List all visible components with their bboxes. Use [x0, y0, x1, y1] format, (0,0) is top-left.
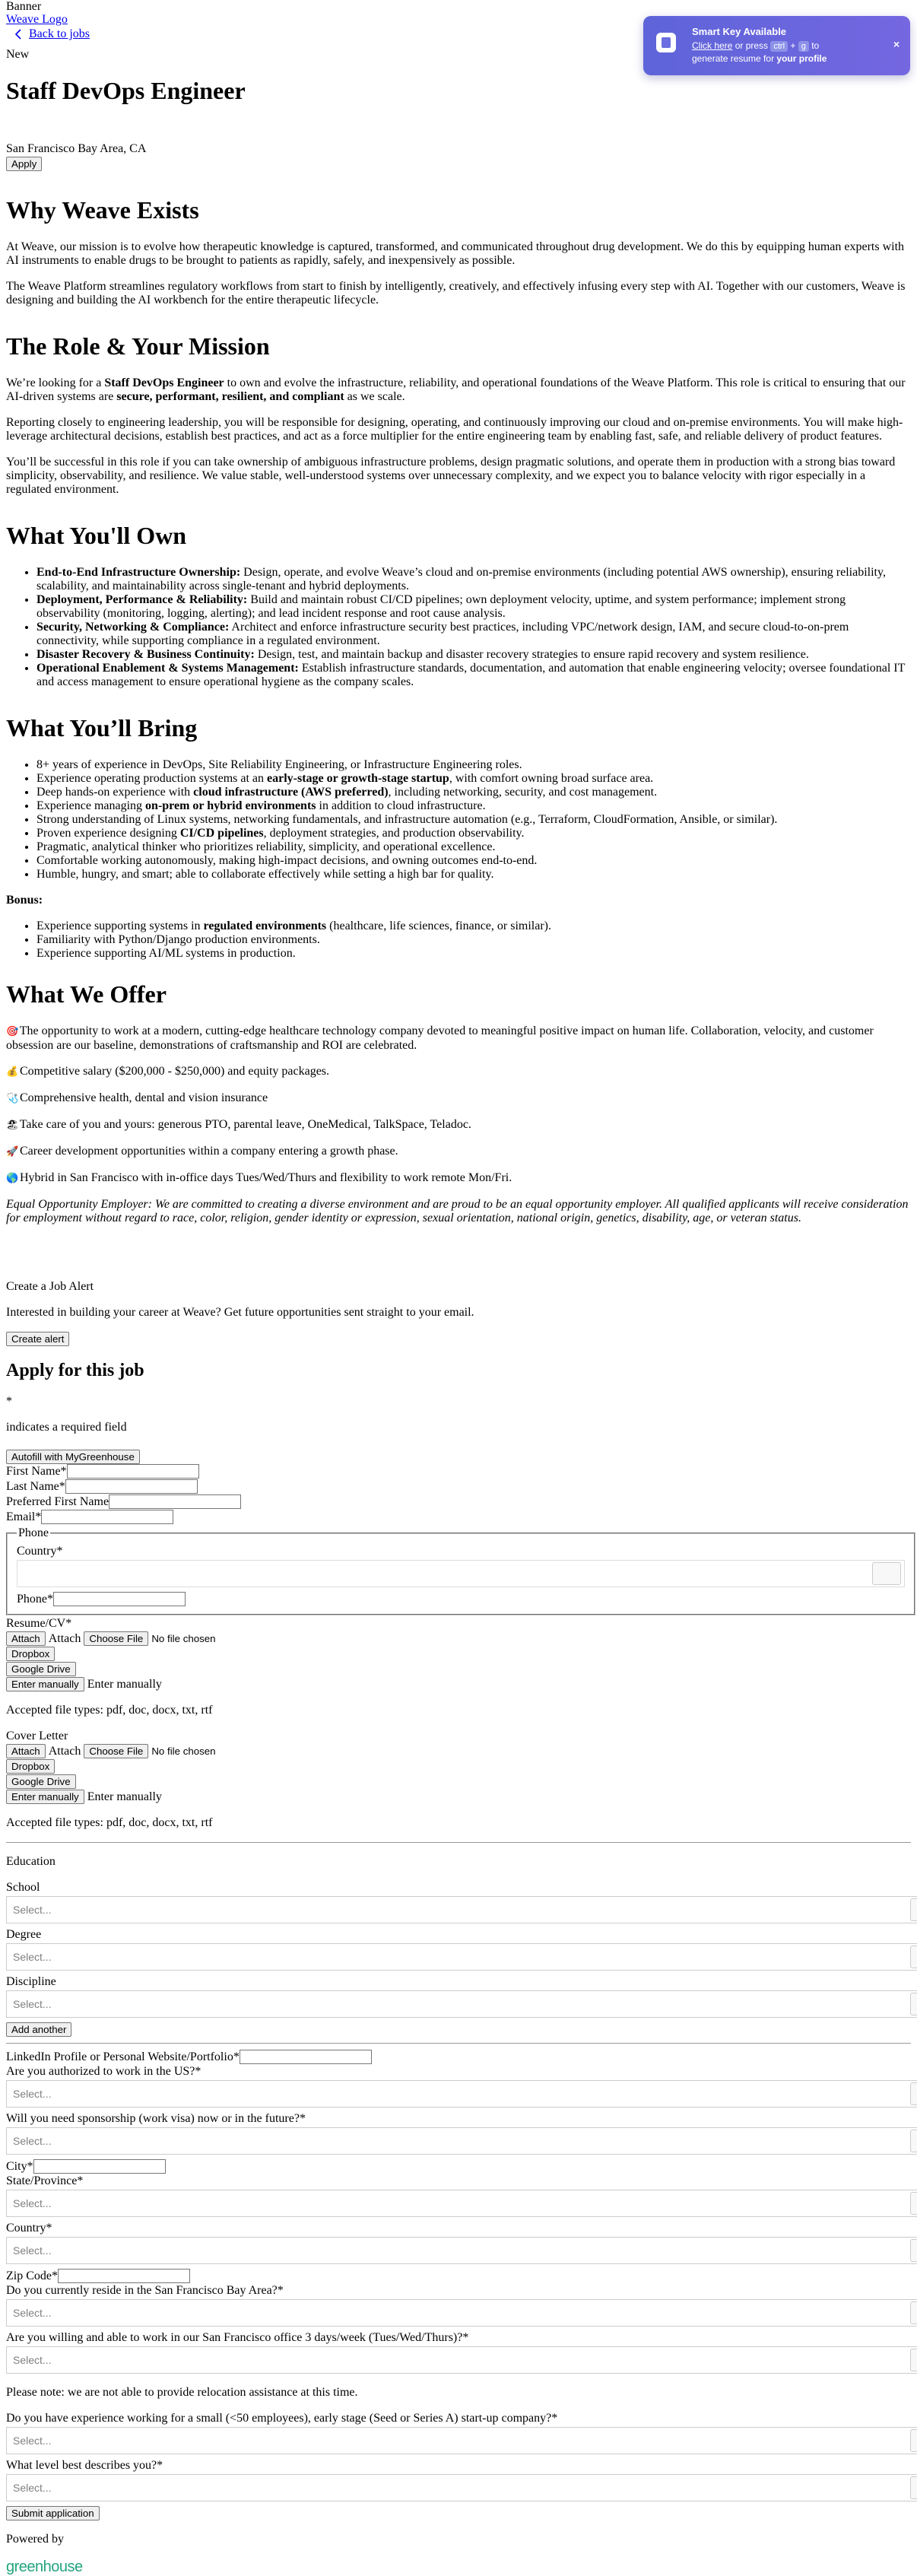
powered-by: Powered by: [6, 2533, 64, 2546]
cover-choose-file-button[interactable]: Choose File: [84, 1744, 148, 1758]
offer-item: 🌎 Hybrid in San Francisco with in-office days Tues/Wed/Thurs and flexibility to work remote Mon/Fri.: [6, 1171, 512, 1184]
role-heading: The Role & Your Mission: [6, 332, 270, 360]
list-item: • Experience supporting systems in regulated environments (healthcare, life sciences, finance, or similar).: [36, 920, 911, 933]
education-heading: Education: [6, 1855, 56, 1868]
office-label: Are you willing and able to work in our San Francisco office 3 days/week (Tues/Wed/Thurs)?*: [6, 2331, 469, 2344]
smart-key-toast: [643, 16, 910, 75]
discipline-select[interactable]: Select...: [6, 1990, 917, 2018]
list-item: • Experience operating production systems at an early-stage or growth-stage startup, with comfort owning broad surface area.: [36, 772, 911, 786]
rocket-icon: 🚀: [6, 1146, 19, 1158]
country-field-label: Country*: [6, 2222, 52, 2235]
authorized-select[interactable]: Select...: [6, 2080, 917, 2107]
click-here-link[interactable]: Click here: [692, 40, 733, 51]
role-paragraph-1: We’re looking for a Staff DevOps Engineer to own and evolve the infrastructure, reliability, and operational foundations of the Weave Platform. This role is critical to ensuring that our AI-driven systems are secure, performant, resilient, and compliant as we scale.: [6, 376, 906, 403]
list-item: • Experience supporting AI/ML systems in production.: [36, 947, 911, 961]
startup-select[interactable]: Select...: [6, 2427, 917, 2454]
bonus-list: [6, 920, 911, 961]
money-icon: 💰: [6, 1066, 19, 1078]
cover-attach-button[interactable]: Attach: [6, 1744, 46, 1758]
cover-accepted-types: Accepted file types: pdf, doc, docx, txt, rtf: [6, 1816, 213, 1829]
email-input[interactable]: [41, 1510, 173, 1524]
beach-icon: 🏖: [6, 1120, 19, 1131]
preferred-first-name-input[interactable]: [109, 1494, 241, 1509]
offer-item: 🎯 The opportunity to work at a modern, cutting-edge healthcare technology company devoted to meaningful positive impact on human life. Collaboration, velocity, and customer obsession are our baseline, demonstrations of craftsmanship and ROI are celebrated.: [6, 1024, 874, 1052]
back-to-jobs-label[interactable]: Back to jobs: [29, 27, 90, 40]
banner-image: Banner: [6, 0, 42, 13]
required-note: indicates a required field: [6, 1421, 127, 1434]
country-dropdown-toggle[interactable]: [872, 1562, 901, 1585]
state-label: State/Province*: [6, 2174, 84, 2187]
divider: [6, 2043, 911, 2044]
cover-dropbox-button[interactable]: Dropbox: [6, 1759, 55, 1774]
job-title: Staff DevOps Engineer: [6, 77, 246, 104]
dropdown-toggle[interactable]: [910, 1993, 917, 2015]
dropdown-toggle[interactable]: [910, 2239, 917, 2262]
cover-letter-label: Cover Letter: [6, 1730, 68, 1742]
toast-message: Click here or press ctrl + g to generate resume for your profile: [692, 40, 827, 64]
offer-item: 🚀 Career development opportunities within a company entering a growth phase.: [6, 1145, 398, 1158]
level-select[interactable]: Select...: [6, 2474, 917, 2501]
dropdown-toggle[interactable]: [910, 2349, 917, 2371]
new-badge: New: [6, 48, 30, 61]
level-label: What level best describes you?*: [6, 2459, 163, 2472]
school-select[interactable]: Select...: [6, 1896, 917, 1923]
phone-input[interactable]: [53, 1592, 186, 1606]
job-page: Banner Weave Logo Back to jobs New Staff DevOps Engineer San Francisco Bay Area, CA Apply Why Weave Exists At Weave, our mission is to evolve how therapeutic knowledge is captured, transformed, and communicated throughout drug development. We do this by equipping human experts with AI instruments to enable drugs to be brought to patients as rapidly, safely, and inexpensively as possible. The Weave Platform streamlines regulatory workflows from start to finish by intelligently, creatively, and effectively infusing every step with AI. Together with our customers, Weave is designing and building the AI workbench for the entire therapeutic lifecycle. The Role & Your Mission We’re looking for a Staff DevOps Engineer to own and evolve the infrastructure, reliability, and operational foundations of the Weave Platform. This role is critical to ensuring that our AI-driven systems are secure, performant, resilient, and compliant as we scale. Reporting closely to engineering leadership, you will be responsible for designing, operating, and continuously improving our cloud and on-premise environments. You will make high-leverage architectural decisions, establish best practices, and act as a force multiplier for the entire engineering team by enabling fast, safe, and reliable delivery of product features. You’ll be successful in this role if you can take ownership of ambiguous infrastructure problems, design pragmatic solutions, and operate them in production with a strong bias toward simplicity, observability, and resilience. We value stable, well-understood systems over unnecessary complexity, and we expect you to balance velocity with rigor especially in a regulated environment. What You'll Own • End-to-End Infrastructure Ownership: Design, operate, and evolve Weave’s cloud and on-premise environments (including potential AWS ownership), ensuring reliability, scalability, and maintainability across single-tenant and hybrid deployments. • Deployment, Performance & Reliability: Build and maintain robust CI/CD pipelines; own deployment velocity, uptime, and system performance; implement strong observability (monitoring, logging, alerting); and lead incident response and root cause analysis. • Security, Networking & Compliance: Architect and enforce infrastructure security best practices, including VPC/network design, IAM, and secure cloud-to-on-prem connectivity, while supporting compliance in a regulated environment. • Disaster Recovery & Business Continuity: Design, test, and maintain backup and disaster recovery strategies to ensure rapid recovery and system resilience. • Operational Enablement & Systems Management: Establish infrastructure standards, documentation, and automation that enable engineering velocity; oversee foundational IT and access management to ensure operational hygiene as the company scales. What You’ll Bring • 8+ years of experience in DevOps, Site Reliability Engineering, or Infrastructure Engineering roles. • Experience operating production systems at an early-stage or growth-stage startup, with comfort owning broad surface area. • Deep hands-on experience with cloud infrastructure (AWS preferred), including networking, security, and cost management. • Experience managing on-prem or hybrid environments in addition to cloud infrastructure. • Strong understanding of Linux systems, networking fundamentals, and infrastructure automation (e.g., Terraform, CloudFormation, Ansible, or similar). • Proven experience designing CI/CD pipelines, deployment strategies, and production observability. • Pragmatic, analytical thinker who prioritizes reliability, simplicity, and operational excellence. • Comfortable working autonomously, making high-impact decisions, and owning outcomes end-to-end. • Humble, hungry, and smart; able to collaborate effectively while setting a high bar for quality. Bonus: • Experience supporting systems in regulated environments (healthcare, life sciences, finance, or similar). • Familiarity with Python/Django production environments. • Experience supporting AI/ML systems in production. What We Offer 🎯 The opportunity to work at a modern, cutting-edge healthcare technology company devoted to meaningful positive impact on human life. Collaboration, velocity, and customer obsession are our baseline, demonstrations of craftsmanship and ROI are celebrated. 💰 Competitive salary ($200,000 - $250,000) and equity packages. 🩺 Comprehensive health, dental and vision insurance 🏖 Take care of you and yours: generous PTO, parental leave, OneMedical, TalkSpace, Teladoc. 🚀 Career development opportunities within a company entering a growth phase. 🌎 Hybrid in San Francisco with in-office days Tues/Wed/Thurs and flexibility to work remote Mon/Fri. Equal Opportunity Employer: We are committed to creating a diverse environment and are proud to be an equal opportunity employer. All qualified applicants will receive consideration for employment without regard to race, color, religion, gender identity or expression, sexual orientation, national origin, genetics, disability, age, or veteran status. Create a Job Alert Interested in building your career at Weave? Get future opportunities sent straight to your email. Create alert Apply for this job * indicates a required field Autofill with MyGreenhouse First Name* Last Name* Preferred First Name Email* Phone Country* Phone* Resume/CV* Attach Attach Choose File No file chosen Dropbox Google Drive Enter manually Enter manually Accepted file types: pdf, doc, docx, txt, rtf Cover Letter Attach Attach Choose File No file chosen Dropbox Google Drive Enter manually Enter manually Accepted file types: pdf, doc, docx, txt, rtf Education School Select... Degree Select... Discipline Select... Add another LinkedIn Profile or Personal Website/Portfolio* Are you authorized to work in the US?* Select... Will you need sponsorship (work visa) now or in the future?* Select... City* State/Province* Select... Country* Select... Zip Code* Do you currently reside in the San Francisco Bay Area?* Select... Are you willing and able to work in our San Francisco office 3 days/week (Tues/Wed/Thurs)?* Select... Please note: we are not able to provide relocation assistance at this time. Do you have experience working for a small (<50 employees), early stage (Seed or Series A) start-up company?* Select... What level best describes you?* Select... Submit application Powered by greenhouse: [0, 0, 917, 2576]
sponsorship-select[interactable]: Select...: [6, 2127, 917, 2155]
apply-heading: Apply for this job: [6, 1361, 144, 1380]
cover-enter-manually-button[interactable]: Enter manually: [6, 1790, 84, 1804]
list-item: • 8+ years of experience in DevOps, Site Reliability Engineering, or Infrastructure Engineering roles.: [36, 758, 911, 772]
last-name-input[interactable]: [65, 1479, 198, 1494]
list-item: • Familiarity with Python/Django production environments.: [36, 933, 911, 947]
first-name-input[interactable]: [67, 1464, 199, 1479]
why-paragraph-2: The Weave Platform streamlines regulatory workflows from start to finish by intelligently, creatively, and effectively infusing every step with AI. Together with our customers, Weave is designing and building the AI workbench for the entire therapeutic lifecycle.: [6, 280, 906, 307]
medical-icon: 🩺: [6, 1093, 19, 1104]
list-item: • Strong understanding of Linux systems, networking fundamentals, and infrastructure automation (e.g., Terraform, CloudFormation, Ansible, or similar).: [36, 813, 911, 827]
linkedin-row: LinkedIn Profile or Personal Website/Portfolio*: [6, 2050, 911, 2065]
offer-item: 🩺 Comprehensive health, dental and vision insurance: [6, 1091, 268, 1104]
office-select[interactable]: Select...: [6, 2346, 917, 2374]
key-icon: [656, 33, 676, 52]
why-heading: Why Weave Exists: [6, 196, 199, 224]
list-item: • Disaster Recovery & Business Continuity: Design, test, and maintain backup and disaster recovery strategies to ensure rapid recovery and system resilience.: [36, 648, 911, 662]
job-alert-title: Create a Job Alert: [6, 1280, 94, 1293]
why-paragraph-1: At Weave, our mission is to evolve how therapeutic knowledge is captured, transformed, and communicated throughout drug development. We do this by equipping human experts with AI instruments to enable drugs to be brought to patients as rapidly, safely, and inexpensively as possible.: [6, 240, 905, 267]
resume-choose-file-button[interactable]: Choose File: [84, 1631, 148, 1646]
list-item: • Comfortable working autonomously, making high-impact decisions, and owning outcomes end-to-end.: [36, 854, 911, 868]
submit-application-button[interactable]: Submit application: [6, 2506, 100, 2520]
create-alert-button[interactable]: Create alert: [6, 1332, 69, 1346]
zip-row: Zip Code*: [6, 2269, 911, 2284]
list-item: • Pragmatic, analytical thinker who prioritizes reliability, simplicity, and operational excellence.: [36, 840, 911, 854]
resume-google-drive-button[interactable]: Google Drive: [6, 1662, 76, 1676]
city-input[interactable]: [33, 2159, 166, 2174]
resume-no-file: No file chosen: [151, 1633, 216, 1644]
resume-dropbox-button[interactable]: Dropbox: [6, 1647, 55, 1661]
dropdown-toggle[interactable]: [910, 2301, 917, 2324]
list-item: • Experience managing on-prem or hybrid environments in addition to cloud infrastructure.: [36, 799, 911, 813]
offer-heading: What We Offer: [6, 980, 167, 1008]
ctrl-key: ctrl: [770, 41, 788, 52]
resume-accepted-types: Accepted file types: pdf, doc, docx, txt, rtf: [6, 1704, 213, 1717]
g-key: g: [798, 41, 809, 52]
list-item: • Deployment, Performance & Reliability: Build and maintain robust CI/CD pipelines; own deployment velocity, uptime, and system performance; implement strong observability (monitoring, logging, alerting); and lead incident response and root cause analysis.: [36, 593, 911, 621]
add-another-button[interactable]: Add another: [6, 2022, 71, 2037]
school-label: School: [6, 1881, 40, 1894]
dropdown-toggle[interactable]: [910, 2082, 917, 2105]
dropdown-toggle[interactable]: [910, 2429, 917, 2452]
bring-heading: What You’ll Bring: [6, 714, 198, 742]
target-icon: 🎯: [6, 1026, 19, 1037]
last-name-row: Last Name*: [6, 1479, 911, 1494]
phone-legend: Phone: [18, 1526, 49, 1539]
zip-input[interactable]: [58, 2269, 190, 2283]
resume-label: Resume/CV*: [6, 1617, 72, 1630]
own-list: [6, 566, 911, 689]
reside-label: Do you currently reside in the San Francisco Bay Area?*: [6, 2284, 284, 2297]
list-item: • Operational Enablement & Systems Management: Establish infrastructure standards, documentation, and automation that enable engineering velocity; oversee foundational IT and access management to ensure operational hygiene as the company scales.: [36, 662, 911, 689]
dropdown-toggle[interactable]: [910, 2192, 917, 2215]
arrow-left-icon: [12, 27, 26, 41]
city-row: City*: [6, 2159, 911, 2174]
dropdown-toggle[interactable]: [910, 1945, 917, 1968]
first-name-row: First Name*: [6, 1464, 911, 1479]
weave-logo[interactable]: Weave Logo: [6, 13, 68, 26]
resume-attach-button[interactable]: Attach: [6, 1631, 46, 1646]
dropdown-toggle[interactable]: [910, 2476, 917, 2499]
reside-select[interactable]: Select...: [6, 2299, 917, 2327]
back-to-jobs-link[interactable]: [12, 27, 90, 41]
role-paragraph-3: You’ll be successful in this role if you can take ownership of ambiguous infrastructure problems, design pragmatic solutions, and operate them in production with a strong bias toward simplicity, observability, and resilience. We value stable, well-understood systems over unnecessary complexity, and we expect you to balance velocity with rigor especially in a regulated environment.: [6, 456, 896, 496]
list-item: • End-to-End Infrastructure Ownership: Design, operate, and evolve Weave’s cloud and on-premise environments (including potential AWS ownership), ensuring reliability, scalability, and maintainability across single-tenant and hybrid deployments.: [36, 566, 911, 593]
list-item: • Proven experience designing CI/CD pipelines, deployment strategies, and production observability.: [36, 827, 911, 840]
own-heading: What You'll Own: [6, 522, 187, 549]
sponsorship-label: Will you need sponsorship (work visa) now or in the future?*: [6, 2112, 306, 2125]
authorized-label: Are you authorized to work in the US?*: [6, 2065, 201, 2078]
greenhouse-logo[interactable]: greenhouse: [6, 2559, 83, 2575]
list-item: • Deep hands-on experience with cloud infrastructure (AWS preferred), including networking, security, and cost management.: [36, 786, 911, 799]
dropdown-toggle[interactable]: [910, 1898, 917, 1921]
degree-select[interactable]: Select...: [6, 1943, 917, 1971]
email-row: Email*: [6, 1510, 911, 1525]
country-select[interactable]: [17, 1560, 905, 1587]
phone-row: Phone*: [17, 1592, 905, 1606]
cover-attach-row: Attach Attach Choose File No file chosen: [6, 1744, 911, 1758]
state-select[interactable]: Select...: [6, 2190, 917, 2217]
offer-item: 🏖 Take care of you and yours: generous PTO, parental leave, OneMedical, TalkSpace, Teladoc.: [6, 1118, 471, 1131]
list-item: • Security, Networking & Compliance: Architect and enforce infrastructure security best practices, including VPC/network design, IAM, and secure cloud-to-on-prem connectivity, while supporting compliance in a regulated environment.: [36, 621, 911, 648]
close-icon[interactable]: ×: [893, 38, 900, 50]
resume-attach-row: Attach Attach Choose File No file chosen: [6, 1631, 911, 1646]
toast-title: Smart Key Available: [692, 26, 787, 37]
globe-icon: 🌎: [6, 1173, 19, 1184]
phone-fieldset: [6, 1526, 915, 1615]
country-field-select[interactable]: Select...: [6, 2237, 917, 2264]
bonus-label: Bonus:: [6, 894, 43, 907]
resume-enter-manually-button[interactable]: Enter manually: [6, 1677, 84, 1691]
job-location: San Francisco Bay Area, CA: [6, 142, 147, 155]
offer-item: 💰 Competitive salary ($200,000 - $250,000) and equity packages.: [6, 1065, 330, 1078]
apply-button[interactable]: Apply: [6, 157, 42, 171]
preferred-name-row: Preferred First Name: [6, 1494, 911, 1510]
cover-google-drive-button[interactable]: Google Drive: [6, 1774, 76, 1789]
startup-label: Do you have experience working for a small (<50 employees), early stage (Seed or Series A) start-up company?*: [6, 2412, 558, 2425]
degree-label: Degree: [6, 1928, 42, 1941]
bring-list: [6, 758, 911, 881]
required-star: *: [6, 1395, 12, 1408]
linkedin-input[interactable]: [240, 2050, 372, 2064]
country-label: Country*: [17, 1545, 63, 1558]
offer-list: [6, 1024, 911, 1186]
autofill-button[interactable]: Autofill with MyGreenhouse: [6, 1450, 140, 1464]
role-paragraph-2: Reporting closely to engineering leadership, you will be responsible for designing, operating, and continuously improving our cloud and on-premise environments. You will make high-leverage architectural decisions, establish best practices, and act as a force multiplier for the entire engineering team by enabling fast, safe, and reliable delivery of product features.: [6, 416, 903, 443]
relocation-note: Please note: we are not able to provide relocation assistance at this time.: [6, 2386, 358, 2399]
list-item: • Humble, hungry, and smart; able to collaborate effectively while setting a high bar for quality.: [36, 868, 911, 881]
cover-no-file: No file chosen: [151, 1745, 216, 1757]
divider: [6, 1842, 911, 1843]
eeo-statement: Equal Opportunity Employer: We are committed to creating a diverse environment and are proud to be an equal opportunity employer. All qualified applicants will receive consideration for employment without regard to race, color, religion, gender identity or expression, sexual orientation, national origin, genetics, disability, age, or veteran status.: [6, 1198, 909, 1224]
job-alert-text: Interested in building your career at Weave? Get future opportunities sent straight to your email.: [6, 1306, 474, 1319]
dropdown-toggle[interactable]: [910, 2130, 917, 2152]
discipline-label: Discipline: [6, 1975, 56, 1988]
